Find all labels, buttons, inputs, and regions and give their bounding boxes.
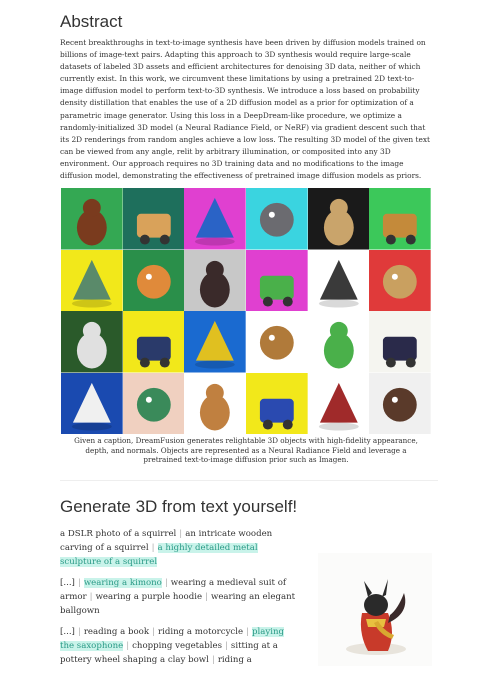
prompt-option[interactable]: wearing a medieval suit of armor <box>60 578 287 602</box>
gallery-tile-orangutan <box>61 188 123 250</box>
gallery-tile-cellist <box>308 250 370 312</box>
gallery-tile-dog <box>369 373 431 435</box>
prompt-option[interactable]: playing the saxophone <box>60 627 284 651</box>
option-separator: | <box>225 641 228 651</box>
gallery-tile-train <box>184 250 246 312</box>
option-separator: | <box>77 627 81 637</box>
prompt-option[interactable]: chopping vegetables <box>132 641 222 651</box>
gallery-tile-elephant <box>246 373 308 435</box>
gallery-tile-tiger-suit <box>123 250 185 312</box>
prompt-option[interactable]: wearing a purple hoodie <box>95 592 203 602</box>
gallery-tile-excavator <box>184 311 246 373</box>
gallery-tile-squirrel-bird <box>184 373 246 435</box>
gallery-tile-bread <box>246 311 308 373</box>
gallery-tile-chimp-king <box>123 311 185 373</box>
section-divider <box>60 480 438 481</box>
gallery-tile-jeep <box>61 311 123 373</box>
prompt-option[interactable]: [...] <box>60 627 75 637</box>
gallery-tile-bluejay <box>184 188 246 250</box>
prompt-option[interactable]: [...] <box>60 578 75 588</box>
option-separator: | <box>205 592 208 602</box>
prompt-option[interactable]: riding a <box>217 655 252 665</box>
option-separator: | <box>89 592 93 602</box>
option-separator: | <box>211 655 215 665</box>
prompt-option[interactable]: a DSLR photo of a squirrel <box>60 529 177 539</box>
prompt-selector <box>60 527 300 674</box>
squirrel-saxophone-preview <box>318 553 432 666</box>
generate-title: Generate 3D from text yourself! <box>60 497 298 516</box>
option-separator: | <box>164 578 168 588</box>
prompt-row <box>60 576 300 618</box>
gallery-tile-lion <box>369 188 431 250</box>
gallery-tile-corgi <box>123 188 185 250</box>
gallery-tile-frog-statue <box>61 250 123 312</box>
option-separator: | <box>126 641 130 651</box>
option-separator: | <box>77 578 81 588</box>
option-separator: | <box>179 529 183 539</box>
option-separator: | <box>246 627 249 637</box>
prompt-row <box>60 625 300 667</box>
gallery-tile-frog-sweater <box>246 250 308 312</box>
abstract-title: Abstract <box>60 12 123 31</box>
prompt-option[interactable]: wearing an elegant ballgown <box>60 592 296 616</box>
gallery-tile-car <box>369 311 431 373</box>
gallery-caption: Given a caption, DreamFusion generates relightable 3D objects with high-fidelity appearance, depth, and normals. Objects are represented as a Neural Radiance Field and leverage a pretrained text-to-image diffusion prior such as Imagen. <box>74 436 418 465</box>
gallery-tile-dumplings <box>308 188 370 250</box>
prompt-option[interactable]: sitting at a pottery wheel shaping a clay bowl <box>60 641 278 665</box>
prompt-option[interactable]: wearing a kimono <box>83 578 162 588</box>
prompt-option[interactable]: a highly detailed metal sculpture of a squirrel <box>60 543 258 567</box>
gallery-tile-heart <box>308 373 370 435</box>
prompt-option[interactable]: an intricate wooden carving of a squirrel <box>60 529 273 553</box>
prompt-row <box>60 527 300 569</box>
gallery-tile-rabbit-pancakes <box>369 250 431 312</box>
prompt-option[interactable]: riding a motorcycle <box>157 627 244 637</box>
abstract-text: Recent breakthroughs in text-to-image synthesis have been driven by diffusion models trained on billions of image-text pairs. Adapting this approach to 3D synthesis would require large-scale datasets of labeled 3D assets and efficient architectures for denoising 3D data, neither of which currently exist. In this work, we circumvent these limitations by using a pretrained 2D text-to-image diffusion model to perform text-to-3D synthesis. We introduce a loss based on probability density distillation that enables the use of a 2D diffusion model as a prior for optimization of a parametric image generator. Using this loss in a DeepDream-like procedure, we optimize a randomly-initialized 3D model (a Neural Radiance Field, or NeRF) via gradient descent such that its 2D renderings from random angles achieve a low loss. The resulting 3D model of the given text can be viewed from any angle, relit by arbitrary illumination, or composited into any 3D environment. Our approach requires no 3D training data and no modifications to the image diffusion model, demonstrating the effectiveness of pretrained image diffusion models as priors. <box>60 38 431 181</box>
results-gallery <box>61 188 431 434</box>
gallery-tile-opera-house <box>61 373 123 435</box>
option-separator: | <box>151 543 155 553</box>
gallery-tile-chess <box>308 311 370 373</box>
prompt-option[interactable]: reading a book <box>83 627 150 637</box>
gallery-tile-gazebo <box>123 373 185 435</box>
option-separator: | <box>152 627 155 637</box>
gallery-tile-robot-eggs <box>246 188 308 250</box>
